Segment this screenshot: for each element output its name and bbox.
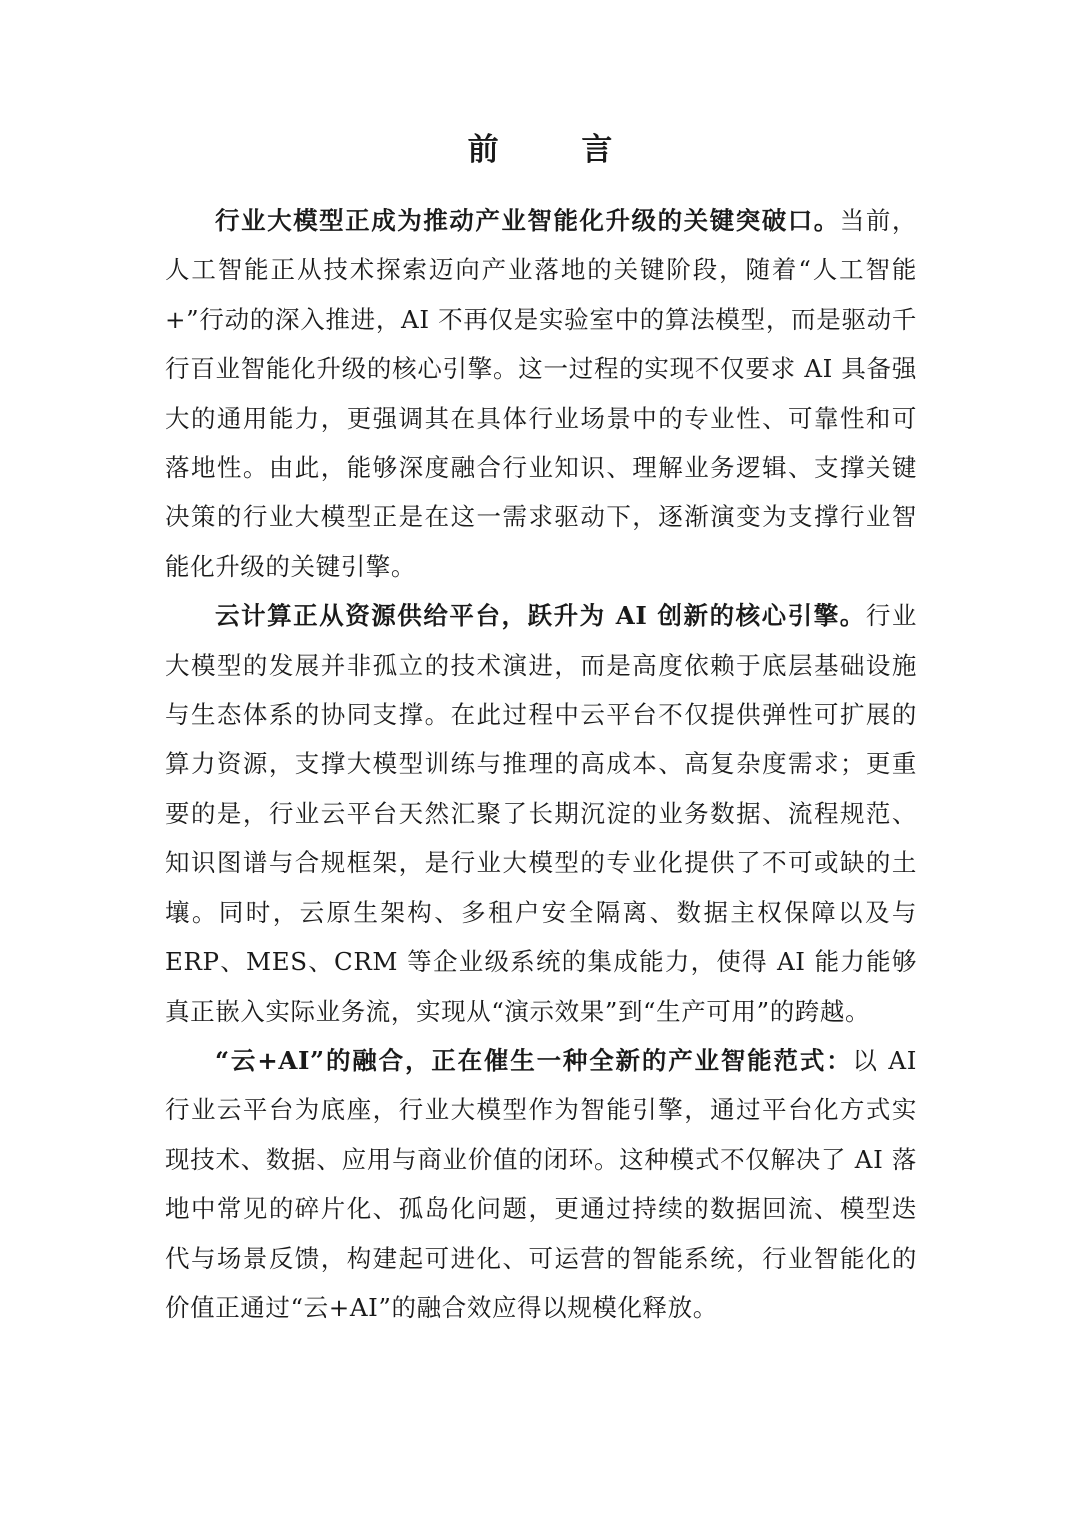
paragraph-3 [165, 1036, 917, 1332]
preface-body [165, 196, 917, 1332]
paragraph-1-text: 当前，人工智能正从技术探索迈向产业落地的关键阶段，随着“人工智能+”行动的深入推进，AI 不再仅是实验室中的算法模型，而是驱动千行百业智能化升级的核心引擎。这一过程的实现不仅要求 AI 具备强大的通用能力，更强调其在具体行业场景中的专业性、可靠性和可落地性。由此，能够深度融合行业知识、理解业务逻辑、支撑关键决策的行业大模型正是在这一需求驱动下，逐渐演变为支撑行业智能化升级的关键引擎。 [165, 206, 917, 581]
paragraph-3-text: 以 AI 行业云平台为底座，行业大模型作为智能引擎，通过平台化方式实现技术、数据、应用与商业价值的闭环。这种模式不仅解决了 AI 落地中常见的碎片化、孤岛化问题，更通过持续的数据回流、模型迭代与场景反馈，构建起可进化、可运营的智能系统，行业智能化的价值正通过“云+AI”的融合效应得以规模化释放。 [165, 1045, 917, 1322]
paragraph-2-text: 行业大模型的发展并非孤立的技术演进，而是高度依赖于底层基础设施与生态体系的协同支撑。在此过程中云平台不仅提供弹性可扩展的算力资源，支撑大模型训练与推理的高成本、高复杂度需求；更重要的是，行业云平台天然汇聚了长期沉淀的业务数据、流程规范、知识图谱与合规框架，是行业大模型的专业化提供了不可或缺的土壤。同时，云原生架构、多租户安全隔离、数据主权保障以及与 ERP、MES、CRM 等企业级系统的集成能力，使得 AI 能力能够真正嵌入实际业务流，实现从“演示效果”到“生产可用”的跨越。 [165, 601, 917, 1026]
paragraph-2 [165, 591, 917, 1036]
paragraph-1 [165, 196, 917, 591]
paragraph-2-lead: 云计算正从资源供给平台，跃升为 AI 创新的核心引擎。 [215, 601, 866, 631]
paragraph-1-lead: 行业大模型正成为推动产业智能化升级的关键突破口。 [215, 206, 840, 235]
paragraph-3-lead: “云+AI”的融合，正在催生一种全新的产业智能范式： [215, 1045, 853, 1075]
page-title: 前 言 [467, 132, 649, 168]
